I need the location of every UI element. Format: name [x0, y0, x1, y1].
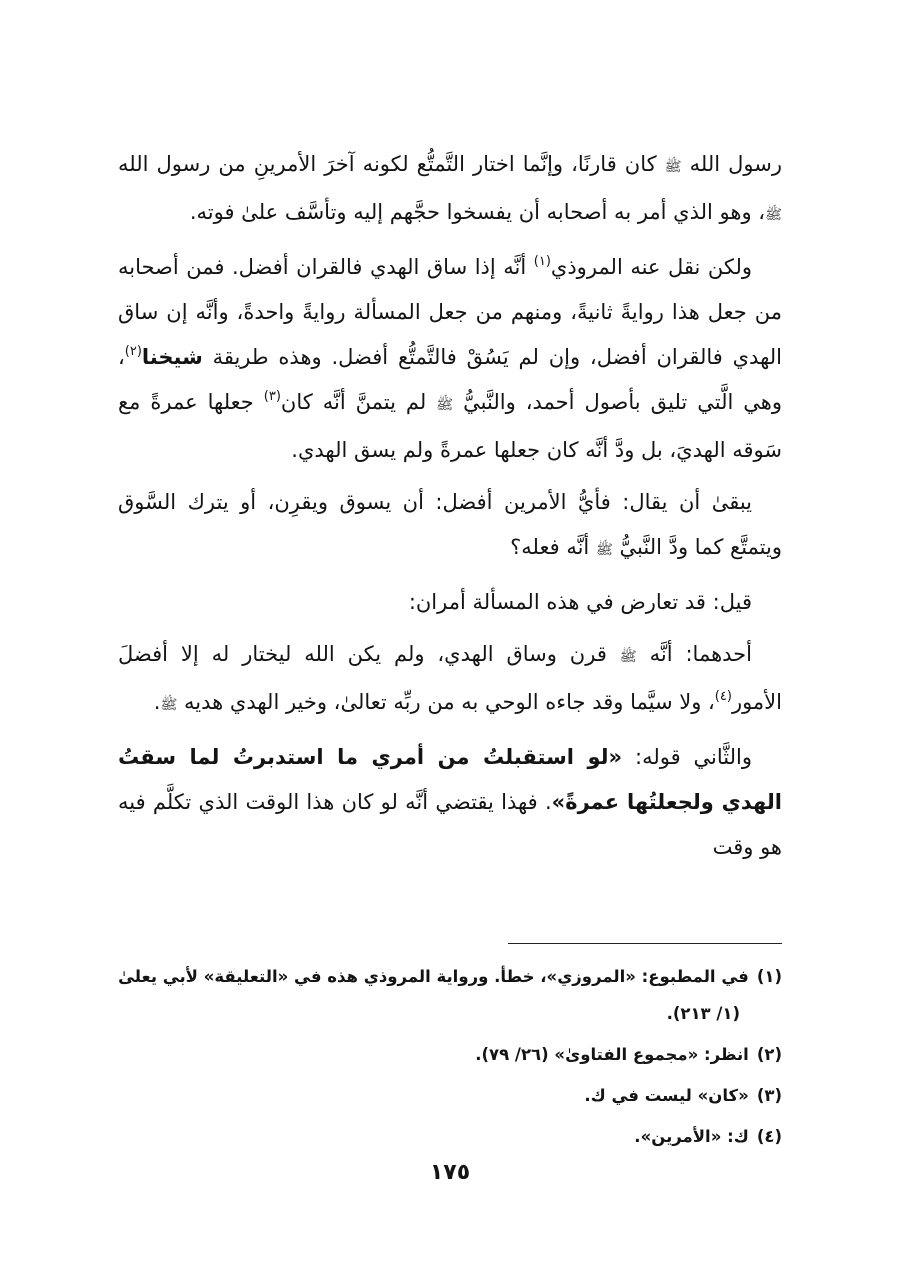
footnote-divider: [508, 943, 782, 944]
paragraph-1: [118, 142, 782, 238]
text-run: أنَّه فعله؟: [510, 535, 596, 559]
footnote-text: في المطبوع: «المروزي»، خطأ. ورواية المروذي هذه في «التعليقة» لأبي يعلىٰ: [118, 967, 749, 986]
footnote-ref-3[interactable]: (٣): [263, 389, 281, 404]
hadith-quote: «لو استقبلتُ من أمري ما استدبرتُ لما سقتُ الهدي ولجعلتُها عمرةً»: [118, 745, 782, 814]
text-run: ، وهو الذي أمر به أصحابه أن يفسخوا حجَّهم إليه وتأسَّف علىٰ فوته.: [189, 200, 766, 224]
footnote-text: انظر: «مجموع الفتاوىٰ» (٢٦/ ٧٩).: [475, 1045, 749, 1064]
footnotes: [118, 958, 782, 1159]
paragraph-6: [118, 735, 782, 870]
text-run: جعلها عمرةً مع سَوقه الهديَ، بل ودَّ أنَّه كان جعلها عمرةً ولم يسق الهدي.: [118, 390, 782, 462]
page-number: ١٧٥: [429, 1160, 471, 1185]
salawat-mark: ﷺ: [595, 542, 613, 558]
footnote-4: [118, 1118, 782, 1155]
footnote-text: «كان» ليست في ك.: [584, 1086, 749, 1105]
salawat-mark: ﷺ: [436, 397, 454, 413]
footnote-ref-1[interactable]: (١): [533, 254, 551, 269]
footnote-ref-2[interactable]: (٢): [124, 344, 142, 359]
footnote-number: (٤): [756, 1127, 782, 1146]
footnote-ref-4[interactable]: (٤): [714, 689, 732, 704]
text-run: ، وهي الَّتي تليق بأصول أحمد، والنَّبيُّ: [118, 345, 783, 414]
text-run: يبقىٰ أن يقال: فأيُّ الأمرين أفضل: أن يسوق ويقرِن، أو يترك السَّوق ويتمتَّع كما ودَّ النَّبيُّ: [118, 490, 782, 559]
paragraph-5: [118, 632, 782, 728]
text-run: والثَّاني قوله:: [622, 745, 752, 769]
footnote-text: ك: «الأمرين».: [634, 1127, 749, 1146]
footnote-number: (٣): [756, 1086, 782, 1105]
footnote-1: [118, 958, 782, 1032]
text-run: قيل: قد تعارض في هذه المسألة أمران:: [408, 590, 752, 614]
text-run: .: [153, 690, 161, 714]
paragraph-3: [118, 480, 782, 573]
text-run: كان قارنًا، وإنَّما اختار التَّمتُّع لكونه آخرَ الأمرينِ من رسول الله: [118, 152, 665, 176]
footnote-number: (٢): [756, 1045, 782, 1064]
footnote-text-continued: (١/ ٢١٣).: [666, 1004, 740, 1023]
salawat-mark: ﷺ: [664, 159, 682, 175]
salawat-mark: ﷺ: [765, 207, 782, 223]
paragraph-4: [118, 580, 782, 625]
text-run: لم يتمنَّ أنَّه كان: [280, 390, 437, 414]
footnote-2: [118, 1036, 782, 1073]
salawat-mark: ﷺ: [619, 649, 637, 665]
text-run: أحدهما: أنَّه: [636, 642, 752, 666]
text-run: قرن وساق الهدي، ولم يكن الله ليختار له إلا أفضلَ الأمور: [118, 642, 782, 714]
main-text: [118, 142, 782, 877]
bold-term: شيخنا: [141, 345, 203, 369]
text-run: ، ولا سيَّما وقد جاءه الوحي به من ربِّه تعالىٰ، وخير الهدي هديه: [177, 690, 715, 714]
text-run: ولكن نقل عنه المروذي: [550, 255, 753, 279]
text-run: . فهذا يقتضي أنَّه لو كان هذا الوقت الذي تكلَّم فيه هو وقت: [118, 790, 782, 859]
salawat-mark: ﷺ: [160, 697, 178, 713]
text-run: رسول الله: [681, 152, 782, 176]
paragraph-2: [118, 245, 782, 473]
footnote-number: (١): [756, 967, 782, 986]
text-run: أنَّه إذا ساق الهدي فالقران أفضل. فمن أصحابه من جعل هذا روايةً ثانيةً، ومنهم من جعل المسألة روايةً واحدةً، وأنَّه إن ساق الهدي فالقران أفضل، وإن لم يَسُقْ فالتَّمتُّع أفضل. وهذه طريقة: [118, 255, 782, 369]
footnote-3: [118, 1077, 782, 1114]
